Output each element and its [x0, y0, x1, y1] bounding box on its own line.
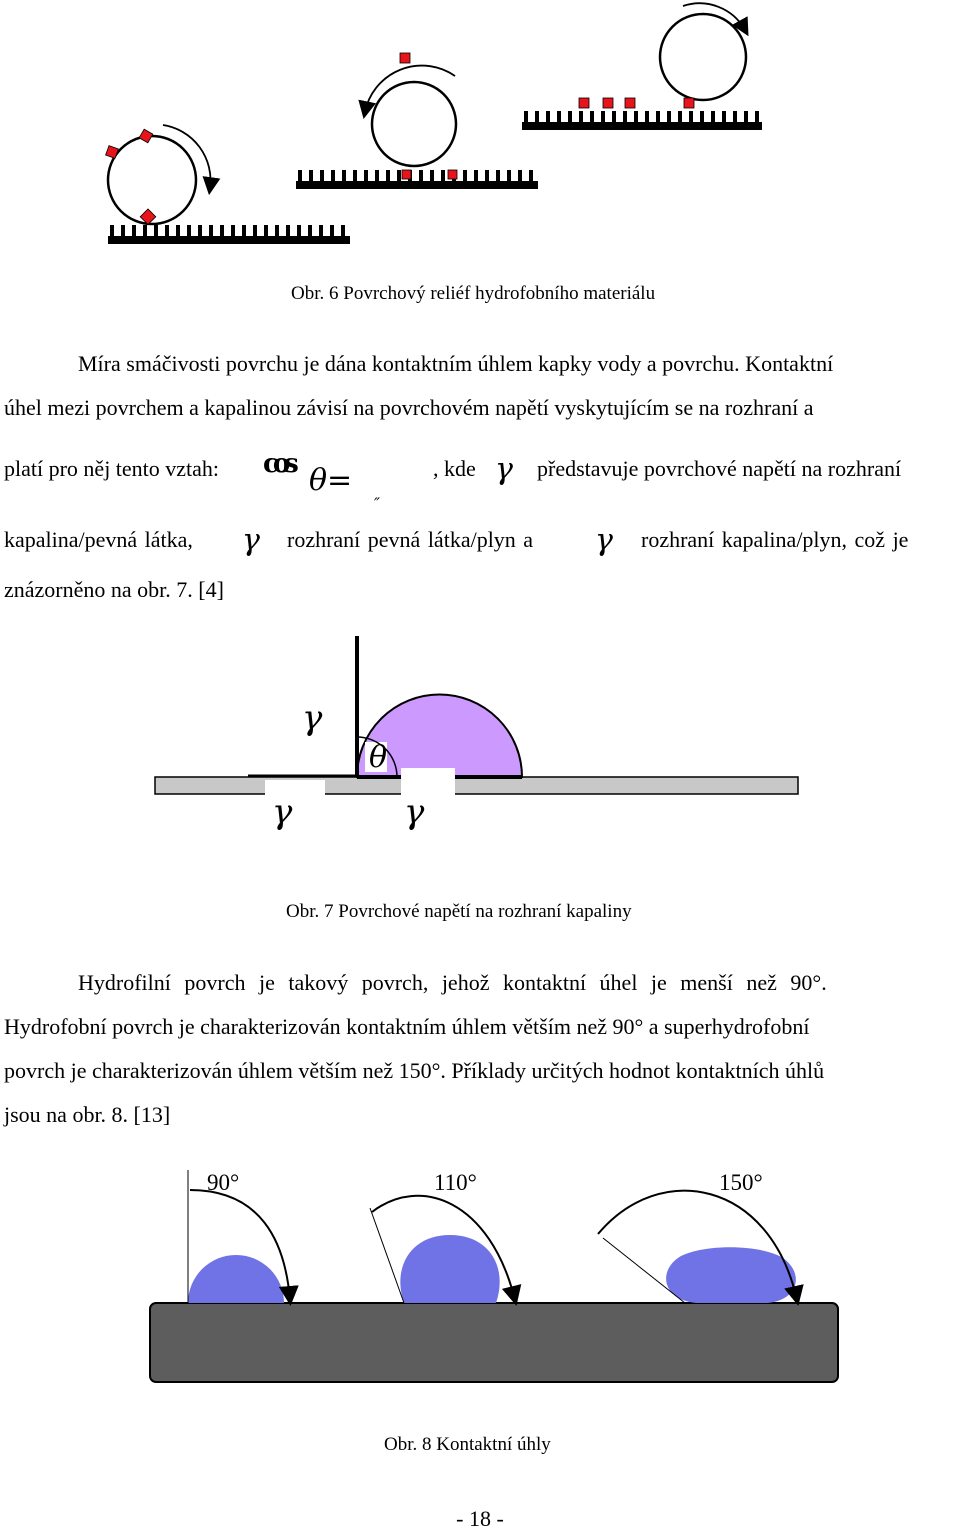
particle	[684, 98, 694, 108]
surface-tooth	[309, 170, 313, 182]
surface-tooth	[463, 170, 467, 182]
surface-tooth	[419, 170, 423, 182]
droplet-circle-1	[108, 136, 196, 224]
surface-tooth	[341, 225, 345, 237]
angle-label-110: 110°	[434, 1170, 477, 1195]
surface-tooth	[298, 170, 302, 182]
surface-tooth	[579, 111, 583, 123]
particle	[400, 53, 410, 63]
page-number: - 18 -	[456, 1506, 504, 1531]
surface-tooth	[568, 111, 572, 123]
surface-tooth	[297, 225, 301, 237]
surface-tooth	[154, 225, 158, 237]
paragraph1-line4-start: kapalina/pevná látka,	[4, 527, 193, 552]
surface-tooth	[386, 170, 390, 182]
paragraph2-line1: Hydrofilní povrch je takový povrch, jehož kontaktní úhel je menší než 90°.	[78, 970, 827, 995]
surface-tooth	[667, 111, 671, 123]
particle	[448, 170, 457, 179]
surface-tooth	[612, 111, 616, 123]
surface-tooth	[253, 225, 257, 237]
surface-tooth	[678, 111, 682, 123]
surface-tooth	[529, 170, 533, 182]
surface-tooth	[733, 111, 737, 123]
surface-tooth	[198, 225, 202, 237]
surface-tooth	[535, 111, 539, 123]
angle-label-90: 90°	[207, 1170, 240, 1195]
drop-90	[188, 1255, 284, 1303]
surface-tooth	[744, 111, 748, 123]
surface-tooth	[441, 170, 445, 182]
figure6-caption: Obr. 6 Povrchový reliéf hydrofobního materiálu	[291, 283, 656, 304]
paragraph2-line3: povrch je charakterizován úhlem větším než 150°. Příklady určitých hodnot kontaktních úhlů	[4, 1058, 825, 1083]
surface-tooth	[524, 111, 528, 123]
surface-tooth	[231, 225, 235, 237]
paragraph1-line3-end: představuje povrchové napětí na rozhraní	[537, 456, 902, 481]
surface-tooth	[264, 225, 268, 237]
surface-tooth	[711, 111, 715, 123]
surface-tooth	[557, 111, 561, 123]
particle	[625, 98, 635, 108]
surface-tooth	[601, 111, 605, 123]
surface-tooth	[143, 225, 147, 237]
surface-tooth	[319, 225, 323, 237]
figure7-caption: Obr. 7 Povrchové napětí na rozhraní kapaliny	[286, 901, 632, 922]
surface-tooth	[242, 225, 246, 237]
surface-tooth	[209, 225, 213, 237]
figure6-illustration	[0, 0, 960, 260]
surface-tooth	[320, 170, 324, 182]
paragraph1-line5: znázorněno na obr. 7. [4]	[4, 577, 224, 602]
gamma-label-liquid-gas: γ	[302, 698, 323, 738]
surface-tooth	[220, 225, 224, 237]
drop-150	[666, 1247, 796, 1303]
surface-tooth	[722, 111, 726, 123]
gamma-symbol: γ	[595, 523, 613, 558]
surface-tooth	[689, 111, 693, 123]
paragraph2-line4: jsou na obr. 8. [13]	[4, 1102, 171, 1127]
surface-tooth	[330, 225, 334, 237]
surface-tooth	[656, 111, 660, 123]
paragraph1-line4-mid: rozhraní pevná látka/plyn a	[287, 527, 534, 552]
particle	[603, 98, 613, 108]
gamma-label-solid-gas: γ	[272, 792, 293, 832]
figure8-illustration	[0, 1160, 960, 1390]
surface-tooth	[755, 111, 759, 123]
surface-tooth	[518, 170, 522, 182]
paragraph1-line3-start: platí pro něj tento vztah:	[4, 456, 220, 481]
surface-tooth	[286, 225, 290, 237]
paragraph2-line2: Hydrofobní povrch je charakterizován kontaktním úhlem větším než 90° a superhydrofobní	[4, 1014, 810, 1039]
droplet-circle-2	[372, 82, 456, 166]
paragraph1-line2: úhel mezi povrchem a kapalinou závisí na povrchovém napětí vyskytujícím se na rozhraní a	[4, 395, 814, 420]
surface-tooth	[342, 170, 346, 182]
surface-tooth	[353, 170, 357, 182]
rough-surface-2	[296, 170, 538, 189]
surface-tooth	[375, 170, 379, 182]
surface-tooth	[623, 111, 627, 123]
surface-tooth	[645, 111, 649, 123]
surface-tooth	[364, 170, 368, 182]
surface-tooth	[397, 170, 401, 182]
paragraph1-line4-end: rozhraní kapalina/plyn, což je	[641, 527, 909, 552]
surface-tooth	[700, 111, 704, 123]
surface-tooth	[275, 225, 279, 237]
figure7-illustration	[0, 630, 960, 870]
surface-tooth	[485, 170, 489, 182]
substrate	[150, 1303, 838, 1382]
formula-cos: cos	[263, 449, 293, 479]
surface-tooth	[187, 225, 191, 237]
drop-110	[400, 1235, 499, 1303]
gamma-symbol: γ	[495, 452, 513, 487]
surface-tooth	[634, 111, 638, 123]
surface-tooth	[331, 170, 335, 182]
gamma-label-solid-liquid: γ	[404, 792, 425, 832]
angle-label-150: 150°	[719, 1170, 763, 1195]
paragraph1-line3-kde: , kde	[433, 456, 476, 481]
gamma-symbol: γ	[242, 523, 260, 558]
surface-tooth	[546, 111, 550, 123]
paragraph1-line1: Míra smáčivosti povrchu je dána kontaktním úhlem kapky vody a povrchu. Kontaktní	[78, 351, 834, 376]
surface-tooth	[496, 170, 500, 182]
solid-surface	[155, 777, 798, 794]
surface-tooth	[121, 225, 125, 237]
surface-tooth	[474, 170, 478, 182]
rough-surface-1	[108, 225, 350, 244]
surface-tooth	[590, 111, 594, 123]
tangent-110	[370, 1208, 404, 1303]
particle	[402, 170, 411, 179]
particle	[579, 98, 589, 108]
surface-tooth	[176, 225, 180, 237]
surface-tooth	[507, 170, 511, 182]
surface-tooth	[110, 225, 114, 237]
surface-tooth	[165, 225, 169, 237]
formula-theta: θ=	[309, 463, 353, 498]
theta-label: θ	[369, 740, 388, 775]
figure8-caption: Obr. 8 Kontaktní úhly	[384, 1434, 551, 1455]
rough-surface-3	[522, 111, 762, 130]
formula-subscript: ″	[374, 494, 380, 513]
surface-tooth	[132, 225, 136, 237]
surface-tooth	[308, 225, 312, 237]
droplet-circle-3	[660, 14, 746, 100]
surface-tooth	[430, 170, 434, 182]
